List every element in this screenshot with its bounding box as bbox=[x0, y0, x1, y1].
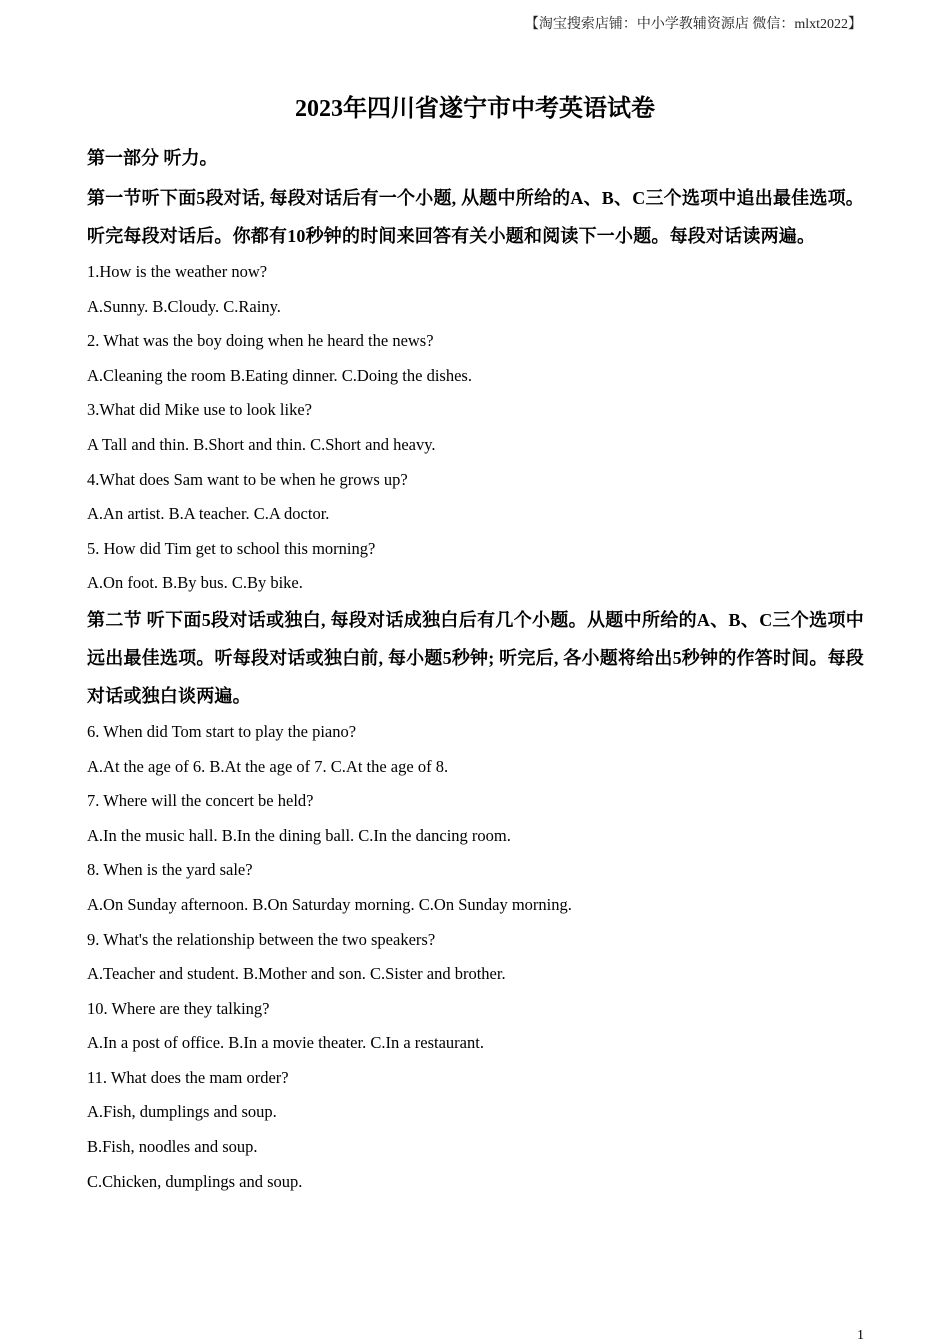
option-line: A.Fish, dumplings and soup. bbox=[87, 1102, 277, 1122]
section1-questions bbox=[87, 255, 864, 601]
options-line: A.On Sunday afternoon. B.On Saturday morning. C.On Sunday morning. bbox=[87, 894, 572, 914]
question-line: 9. What's the relationship between the two speakers? bbox=[87, 929, 436, 949]
options-line: A.In the music hall. B.In the dining ball. C.In the dancing room. bbox=[87, 825, 511, 845]
option-line: B.Fish, noodles and soup. bbox=[87, 1137, 258, 1157]
page-title: 2023年四川省遂宁市中考英语试卷 bbox=[295, 96, 655, 122]
options-line: A.In a post of office. B.In a movie theater. C.In a restaurant. bbox=[87, 1033, 484, 1053]
question-line: 2. What was the boy doing when he heard the news? bbox=[87, 331, 434, 351]
question-line: 1.How is the weather now? bbox=[87, 262, 268, 281]
exam-content bbox=[87, 143, 864, 1199]
question-line: 5. How did Tim get to school this morning? bbox=[87, 538, 376, 558]
section2-instruction: 第二节 听下面5段对话或独白, 每段对话成独白后有几个小题。从题中所给的A、B、C三个选项中远出最佳选项。听每段对话或独白前, 每小题5秒钟; 听完后, 各小题将给出5秒钟的作答时间。每段对话或独白谈两遍。 bbox=[87, 609, 864, 706]
options-line: A.On foot. B.By bus. C.By bike. bbox=[87, 573, 303, 593]
question-line: 6. When did Tom start to play the piano? bbox=[87, 721, 357, 741]
section2-questions bbox=[87, 715, 864, 1199]
options-line: A.Cleaning the room B.Eating dinner. C.Doing the dishes. bbox=[87, 365, 472, 385]
option-line: C.Chicken, dumplings and soup. bbox=[87, 1171, 303, 1191]
options-line: A.Teacher and student. B.Mother and son. C.Sister and brother. bbox=[87, 964, 506, 984]
question-line: 4.What does Sam want to be when he grows up? bbox=[87, 469, 408, 489]
page-number: 1 bbox=[857, 1328, 864, 1343]
question-line: 11. What does the mam order? bbox=[87, 1067, 289, 1087]
part-heading: 第一部分 听力。 bbox=[87, 148, 218, 168]
question-line: 3.What did Mike use to look like? bbox=[87, 400, 312, 420]
options-line: A Tall and thin. B.Short and thin. C.Short and heavy. bbox=[87, 434, 436, 454]
question-line: 8. When is the yard sale? bbox=[87, 860, 253, 880]
section1-instruction: 第一节听下面5段对话, 每段对话后有一个小题, 从题中所给的A、B、C三个选项中追出最佳选项。听完每段对话后。你都有10秒钟的时间来回答有关小题和阅读下一小题。每段对话读两遍。 bbox=[87, 188, 864, 246]
header-note: 【淘宝搜索店铺：中小学教辅资源店 微信：mlxt2022】 bbox=[524, 17, 862, 32]
question-line: 7. Where will the concert be held? bbox=[87, 791, 314, 811]
question-line: 10. Where are they talking? bbox=[87, 998, 270, 1018]
options-line: A.At the age of 6. B.At the age of 7. C.At the age of 8. bbox=[87, 756, 449, 776]
options-line: A.An artist. B.A teacher. C.A doctor. bbox=[87, 504, 330, 524]
options-line: A.Sunny. B.Cloudy. C.Rainy. bbox=[87, 296, 281, 316]
